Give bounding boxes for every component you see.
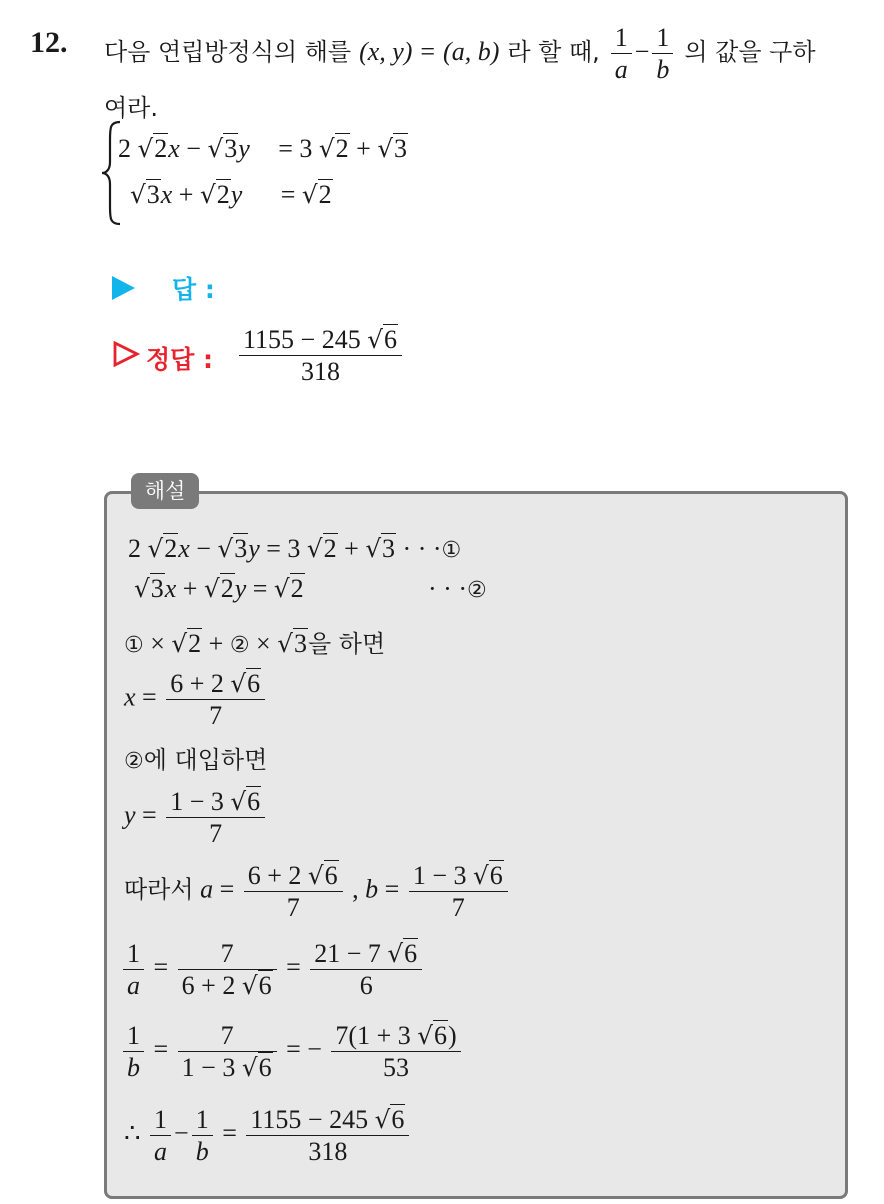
fraction-denominator: a	[614, 55, 628, 85]
answer-blank-label: 답 :	[172, 275, 215, 304]
fraction: $\frac{21 - 7 √6}{6}$	[310, 938, 422, 1001]
sqrt-term: √3	[207, 134, 238, 163]
circled-number-2: ②	[466, 578, 487, 603]
question-text-part3: 의 값을 구하	[684, 38, 816, 67]
solution-equation-2-marker: · · ·②	[428, 574, 487, 603]
solution-a-b-values: 따라서 a = $\frac{6 + 2 √6}{7}$ , b = $\frac{1 - 3 √6}{7}$	[124, 860, 511, 923]
equals-sign: =	[278, 134, 293, 163]
fraction: $\frac{1}{b}$	[123, 1020, 144, 1083]
answer-fraction	[239, 324, 402, 387]
system-equation-1	[118, 134, 408, 164]
solution-step-multiply: ① × √2 + ② × √3을 하면	[124, 629, 386, 658]
fraction-denominator: 318	[300, 357, 340, 387]
fraction: $\frac{1 - 3 √6}{7}$	[409, 860, 508, 923]
fraction: $\frac{7}{6 + 2 √6}$	[178, 938, 277, 1001]
fraction: $\frac{7(1 + 3 √6)}{53}$	[331, 1020, 460, 1083]
circled-number-1: ①	[441, 538, 462, 563]
operator: +	[356, 134, 371, 163]
sqrt-term: √3	[130, 180, 160, 209]
operator: −	[186, 134, 201, 163]
variable-y: y	[230, 180, 243, 209]
system-equation-2	[130, 180, 333, 210]
fraction: $\frac{1155 - 245 √6}{318}$	[246, 1104, 409, 1167]
question-equals: =	[420, 37, 436, 67]
sqrt-term: √2	[199, 180, 230, 209]
question-minus: −	[634, 37, 650, 67]
coefficient: 3	[299, 134, 313, 163]
fraction: $\frac{1}{a}$	[123, 938, 144, 1001]
fraction-numerator: 1	[611, 22, 632, 54]
coefficient: 2	[118, 134, 131, 163]
solution-reciprocal-b: $\frac{1}{b}$ = $\frac{7}{1 - 3 √6}$ = − $\frac{7(1 + 3 √6)}{53}$	[120, 1020, 464, 1083]
question-fraction-1-over-a	[611, 22, 632, 85]
solution-step-substitute: ②에 대입하면	[124, 746, 268, 774]
answer-blank-triangle-icon	[112, 276, 135, 300]
solution-y-value: y = $\frac{1 - 3 √6}{7}$	[124, 786, 268, 849]
fraction: $\frac{1}{a}$	[150, 1104, 171, 1167]
solution-equation-1: 2 √2x − √3y = 3 √2 + √3 · · ·①	[128, 534, 462, 563]
sqrt-term: √2	[318, 134, 349, 163]
variable-x: x	[160, 180, 173, 209]
fraction: $\frac{1}{b}$	[192, 1104, 213, 1167]
question-pair-ab: (a, b)	[443, 37, 500, 67]
question-number: 12.	[30, 26, 68, 59]
question-line-2: 여라.	[104, 94, 158, 122]
solution-final-result: ∴ $\frac{1}{a}$ − $\frac{1}{b}$ = $\frac{1155 - 245 √6}{318}$	[124, 1104, 412, 1167]
answer-value	[236, 324, 405, 387]
sqrt-term: √2	[301, 180, 332, 209]
equals-sign: =	[280, 180, 296, 209]
solution-tab-label: 해설	[131, 473, 199, 509]
sqrt-term: √3	[377, 134, 408, 163]
answer-label: 정답 :	[146, 345, 214, 374]
variable-x: x	[168, 134, 180, 163]
solution-equation-2: √3x + √2y = √2	[134, 574, 304, 603]
fraction: $\frac{7}{1 - 3 √6}$	[178, 1020, 277, 1083]
question-text-part1: 다음 연립방정식의 해를	[104, 38, 352, 67]
question-fraction-1-over-b	[652, 22, 673, 85]
operator: +	[178, 180, 194, 209]
solution-x-value: x = $\frac{6 + 2 √6}{7}$	[124, 668, 268, 731]
question-pair-xy: (x, y)	[359, 37, 413, 67]
fraction: $\frac{6 + 2 √6}{7}$	[166, 668, 265, 731]
question-line-1	[104, 22, 816, 85]
variable-y: y	[238, 134, 250, 163]
sqrt-term: √2	[137, 134, 168, 163]
question-text-part2: 라 할 때,	[507, 38, 600, 67]
fraction: $\frac{1 - 3 √6}{7}$	[166, 786, 265, 849]
fraction-numerator: 1155 − 245 √6	[239, 324, 402, 356]
solution-reciprocal-a: $\frac{1}{a}$ = $\frac{7}{6 + 2 √6}$ = $\frac{21 - 7 √6}{6}$	[120, 938, 425, 1001]
fraction: $\frac{6 + 2 √6}{7}$	[244, 860, 343, 923]
therefore-symbol: ∴	[124, 1118, 141, 1148]
fraction-denominator: b	[656, 55, 670, 85]
answer-outline-triangle-icon	[112, 340, 140, 368]
fraction-numerator: 1	[652, 22, 673, 54]
